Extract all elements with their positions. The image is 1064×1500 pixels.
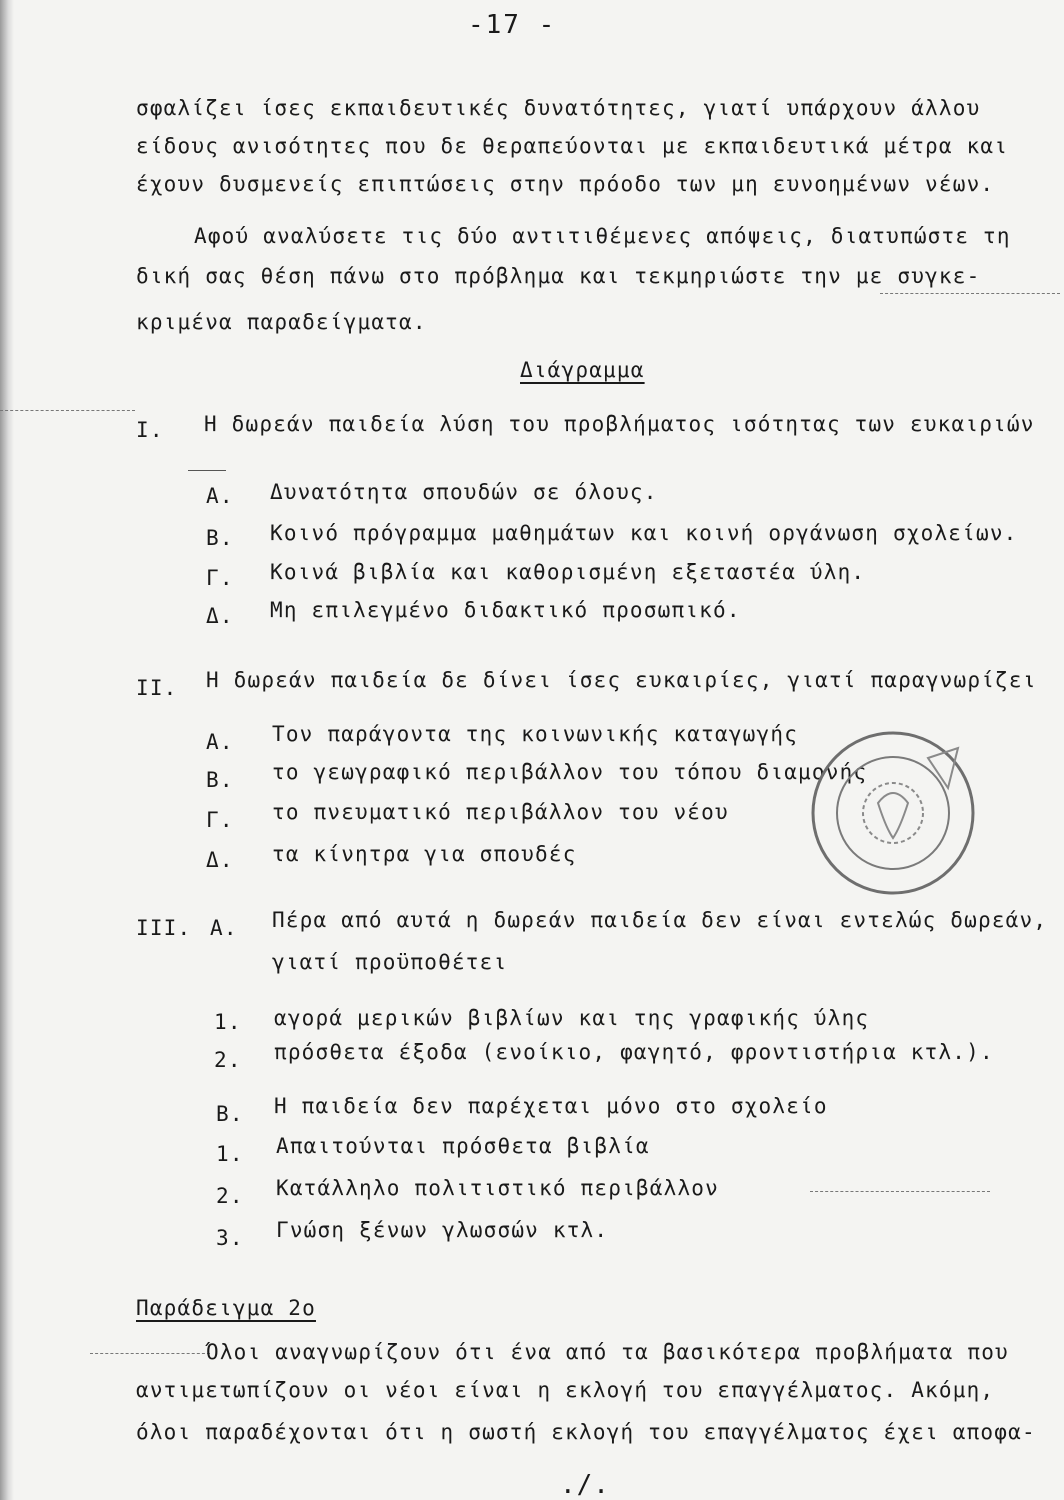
- section-i-item-text: Κοινό πρόγραμμα μαθημάτων και κοινή οργάνωση σχολείων.: [270, 521, 1018, 545]
- page-number: -17 -: [468, 10, 557, 40]
- section-iii-b-item-text: Απαιτούνται πρόσθετα βιβλία: [276, 1134, 650, 1158]
- section-ii-numeral: II.: [136, 676, 178, 700]
- section-ii-item-label: Γ.: [206, 808, 234, 832]
- section-ii-item-label: Α.: [206, 730, 234, 754]
- section-ii-item-text: το πνευματικό περιβάλλον του νέου: [272, 800, 729, 824]
- section-iii-b-item-text: Κατάλληλο πολιτιστικό περιβάλλον: [276, 1176, 719, 1200]
- section-iii-a-text-continued: γιατί προϋποθέτει: [272, 950, 508, 974]
- section-i-numeral: I.: [136, 418, 164, 442]
- section-ii-item-text: Τον παράγοντα της κοινωνικής καταγωγής: [272, 722, 799, 746]
- stamp-emblem-figure: [878, 793, 908, 838]
- example-line: όλοι παραδέχονται ότι η σωστή εκλογή του επαγγέλματος έχει αποφα-: [136, 1420, 1036, 1444]
- section-ii-heading: Η δωρεάν παιδεία δε δίνει ίσες ευκαιρίες, γιατί παραγνωρίζει: [206, 668, 1037, 692]
- section-iii-a-label: Α.: [210, 916, 238, 940]
- section-i-item-text: Δυνατότητα σπουδών σε όλους.: [270, 480, 658, 504]
- heading-underline-mark: [188, 470, 226, 471]
- section-iii-b-item-text: Γνώση ξένων γλωσσών κτλ.: [276, 1218, 609, 1242]
- example-line: Όλοι αναγνωρίζουν ότι ένα από τα βασικότερα προβλήματα που: [206, 1340, 1009, 1364]
- section-i-heading: Η δωρεάν παιδεία λύση του προβλήματος ισότητας των ευκαιριών: [204, 412, 1035, 436]
- section-i-item-text: Μη επιλεγμένο διδακτικό προσωπικό.: [270, 598, 741, 622]
- section-i-item-text: Κοινά βιβλία και καθορισμένη εξεταστέα ύλη.: [270, 560, 866, 584]
- section-iii-b-item-label: 3.: [216, 1226, 244, 1250]
- example-title: Παράδειγμα 2ο: [136, 1296, 316, 1320]
- binding-edge: [0, 0, 14, 1500]
- official-stamp: [808, 728, 978, 898]
- intro-line: είδους ανισότητες που δε θεραπεύονται με εκπαιδευτικά μέτρα και: [136, 134, 1009, 158]
- section-iii-b-text: Η παιδεία δεν παρέχεται μόνο στο σχολείο: [274, 1094, 828, 1118]
- section-i-item-label: Β.: [206, 526, 234, 550]
- stamp-inner-ring: [837, 757, 949, 869]
- section-iii-b-label: Β.: [216, 1102, 244, 1126]
- section-iii-b-item-label: 1.: [216, 1142, 244, 1166]
- section-iii-b-item-label: 2.: [216, 1184, 244, 1208]
- section-iii-a-item-text: πρόσθετα έξοδα (ενοίκιο, φαγητό, φροντιστήρια κτλ.).: [274, 1040, 994, 1064]
- bleed-rule: [90, 1353, 210, 1354]
- bleed-rule: [880, 293, 1060, 294]
- section-iii-a-item-label: 1.: [214, 1010, 242, 1034]
- stamp-pen-mark: [928, 748, 958, 788]
- section-iii-numeral: III.: [136, 916, 192, 940]
- section-ii-item-label: Β.: [206, 768, 234, 792]
- section-ii-item-label: Δ.: [206, 848, 234, 872]
- bleed-rule: [0, 410, 135, 411]
- task-line: κριμένα παραδείγματα.: [136, 310, 427, 334]
- section-iii-a-item-label: 2.: [214, 1048, 242, 1072]
- section-i-item-label: Α.: [206, 484, 234, 508]
- intro-line: έχουν δυσμενείς επιπτώσεις στην πρόοδο των μη ευνοημένων νέων.: [136, 172, 995, 196]
- task-line: δική σας θέση πάνω στο πρόβλημα και τεκμηριώστε την με συγκε-: [136, 264, 981, 288]
- section-i-item-label: Γ.: [206, 566, 234, 590]
- section-iii-a-item-text: αγορά μερικών βιβλίων και της γραφικής ύλης: [274, 1006, 870, 1030]
- bleed-rule: [810, 1191, 990, 1192]
- section-i-item-label: Δ.: [206, 604, 234, 628]
- section-ii-item-text: το γεωγραφικό περιβάλλον του τόπου διαμονής: [272, 760, 868, 784]
- section-iii-a-text: Πέρα από αυτά η δωρεάν παιδεία δεν είναι εντελώς δωρεάν,: [272, 908, 1048, 932]
- section-ii-item-text: τα κίνητρα για σπουδές: [272, 842, 577, 866]
- example-line: αντιμετωπίζουν οι νέοι είναι η εκλογή του επαγγέλματος. Ακόμη,: [136, 1378, 995, 1402]
- continuation-mark: ./.: [560, 1470, 610, 1500]
- task-line: Αφού αναλύσετε τις δύο αντιτιθέμενες απόψεις, διατυπώστε τη: [194, 224, 1011, 248]
- outline-title: Διάγραμμα: [520, 358, 645, 382]
- intro-line: σφαλίζει ίσες εκπαιδευτικές δυνατότητες, γιατί υπάρχουν άλλου: [136, 96, 981, 120]
